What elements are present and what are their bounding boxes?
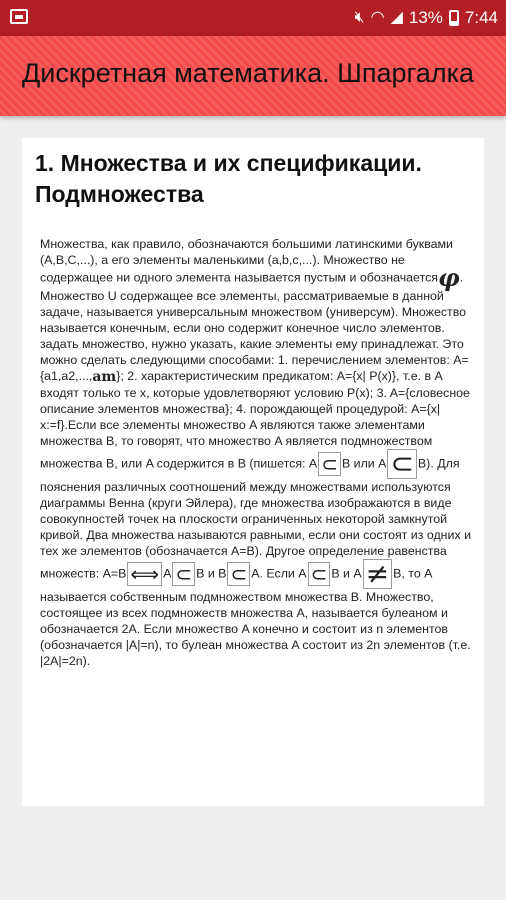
empty-set-symbol: φ bbox=[437, 263, 460, 292]
text-segment: }; 2. характеристическим предикатом: A={x| P(x)}, т.е. в A входят только те x, которые удовлетворяют условию P(x); 3. A={словесное описание элементов множества}; 4. порождающей процедурой: A={x| x:=f}.Если все элементы множество A являются также элементами множества B, то говорят, что множество A является подмножеством множества B, или A содержится в B (пишется: A bbox=[40, 369, 470, 470]
text-segment: A. Если A bbox=[251, 566, 307, 580]
wifi-icon: ◠ bbox=[370, 9, 385, 26]
app-title: Дискретная математика. Шпаргалка bbox=[22, 58, 474, 88]
battery-percent: 13% bbox=[408, 8, 443, 27]
article-body bbox=[40, 236, 472, 669]
subset-symbol: ⊂ bbox=[308, 562, 331, 586]
subset-symbol: ⊂ bbox=[387, 449, 416, 479]
subset-symbol: ⊂ bbox=[227, 562, 250, 586]
text-segment: B и B bbox=[196, 566, 227, 580]
app-bar bbox=[0, 36, 506, 116]
status-bar bbox=[0, 0, 506, 36]
text-segment: B, то A называется собственным подмножеством множества B. Множество, состоящее из всех подмножеств множества A, называется булеаном и обозначается 2A. Если множество A конечно и состоит из n элементов (обозначается |A|=n), то булеан множества A состоит из 2n элементов (т.е. |2A|=2n). bbox=[40, 566, 471, 668]
subset-symbol: ⊂ bbox=[172, 562, 195, 586]
not-equal-symbol: ≠ bbox=[363, 559, 392, 589]
mute-icon: 🔇︎ bbox=[354, 9, 365, 26]
am-symbol: am bbox=[92, 368, 117, 385]
signal-icon: ◢ bbox=[390, 9, 403, 26]
text-segment: B). Для пояснения различных соотношений между множествами используются диаграммы Венна (круги Эйлера), где множества изображаются в виде совокупностей точек на плоскости ограниченных некоторой замкнутой кривой. Два множества называются равными, если они состоят из одних и тех же элементов (обозначается A=B). Другое определение равенства множеств: A=B bbox=[40, 456, 472, 580]
article-card[interactable] bbox=[22, 138, 484, 806]
article-heading: 1. Множества и их спецификации. Подмножества bbox=[35, 150, 422, 207]
gallery-notification-icon bbox=[10, 9, 28, 24]
text-segment: B и A bbox=[331, 566, 362, 580]
subset-symbol: ⊂ bbox=[318, 452, 341, 476]
iff-symbol: ⟺ bbox=[127, 562, 162, 586]
text-segment: B или A bbox=[341, 456, 387, 470]
text-segment: . Множество U содержащее все элементы, рассматриваемые в данной задаче, называется универсальным множеством (универсум). Множество называется конечным, если оно содержит конечное число элементов. задать множество, нужно указать, какие элементы ему принадлежат. Это можно сделать следующими способами: 1. перечислением элементов: A={a1,a2,..., bbox=[40, 270, 469, 383]
status-icons bbox=[355, 0, 499, 36]
text-segment: A bbox=[163, 566, 172, 580]
text-segment: Множества, как правило, обозначаются большими латинскими буквами (A,B,C,...), а его элементы маленькими (a,b,c,...). Множество не содержащее ни одного элемента называется пустым и обозначается bbox=[40, 237, 453, 285]
article-paragraph bbox=[40, 236, 472, 669]
battery-icon bbox=[449, 10, 459, 26]
clock: 7:44 bbox=[464, 8, 498, 27]
